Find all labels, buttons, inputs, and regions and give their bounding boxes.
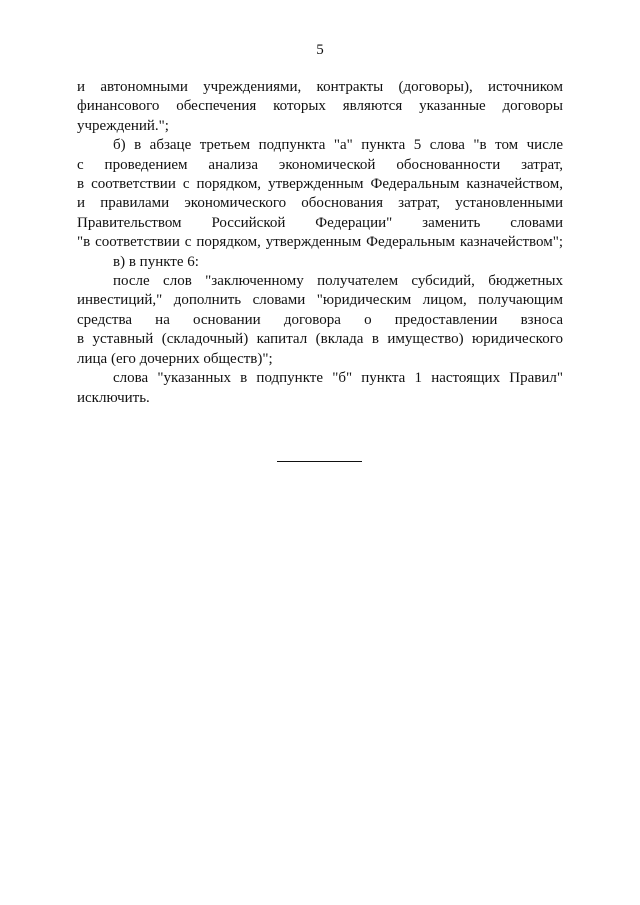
text-line: финансового обеспечения которых являются указанные договоры [77, 98, 563, 115]
paragraph-3 [77, 253, 563, 272]
text-line: и автономными учреждениями, контракты (договоры), источником [77, 79, 563, 95]
paragraph-5 [77, 369, 563, 408]
paragraph-2 [77, 136, 563, 252]
paragraph-1 [77, 78, 563, 136]
text-line: с проведением анализа экономической обоснованности затрат, [77, 156, 563, 173]
page-number: 5 [316, 42, 324, 58]
text-line: "в соответствии с порядком, утвержденным Федеральным казначейством"; [77, 234, 563, 251]
text-line: Правительством Российской Федерации" заменить словами [77, 214, 563, 231]
text-line: инвестиций," дополнить словами "юридическим лицом, получающим [77, 292, 563, 309]
text-line: учреждений."; [77, 117, 169, 134]
closing-divider [277, 461, 362, 462]
text-line: после слов "заключенному получателем субсидий, бюджетных [113, 273, 563, 290]
text-line: средства на основании договора о предоставлении взноса [77, 311, 563, 328]
text-line: в соответствии с порядком, утвержденным Федеральным казначейством, [77, 176, 563, 193]
text-line: и правилами экономического обоснования затрат, установленными [77, 195, 563, 212]
text-line: в уставный (складочный) капитал (вклада в имущество) юридического [77, 331, 563, 348]
text-line: исключить. [77, 389, 150, 406]
text-line: слова "указанных в подпункте "б" пункта 1 настоящих Правил" [113, 370, 563, 387]
text-line: в) в пункте 6: [113, 253, 199, 270]
text-line: б) в абзаце третьем подпункта "а" пункта 5 слова "в том числе [113, 137, 563, 154]
paragraph-4 [77, 272, 563, 369]
document-body [77, 78, 563, 408]
text-line: лица (его дочерних обществ)"; [77, 350, 273, 367]
